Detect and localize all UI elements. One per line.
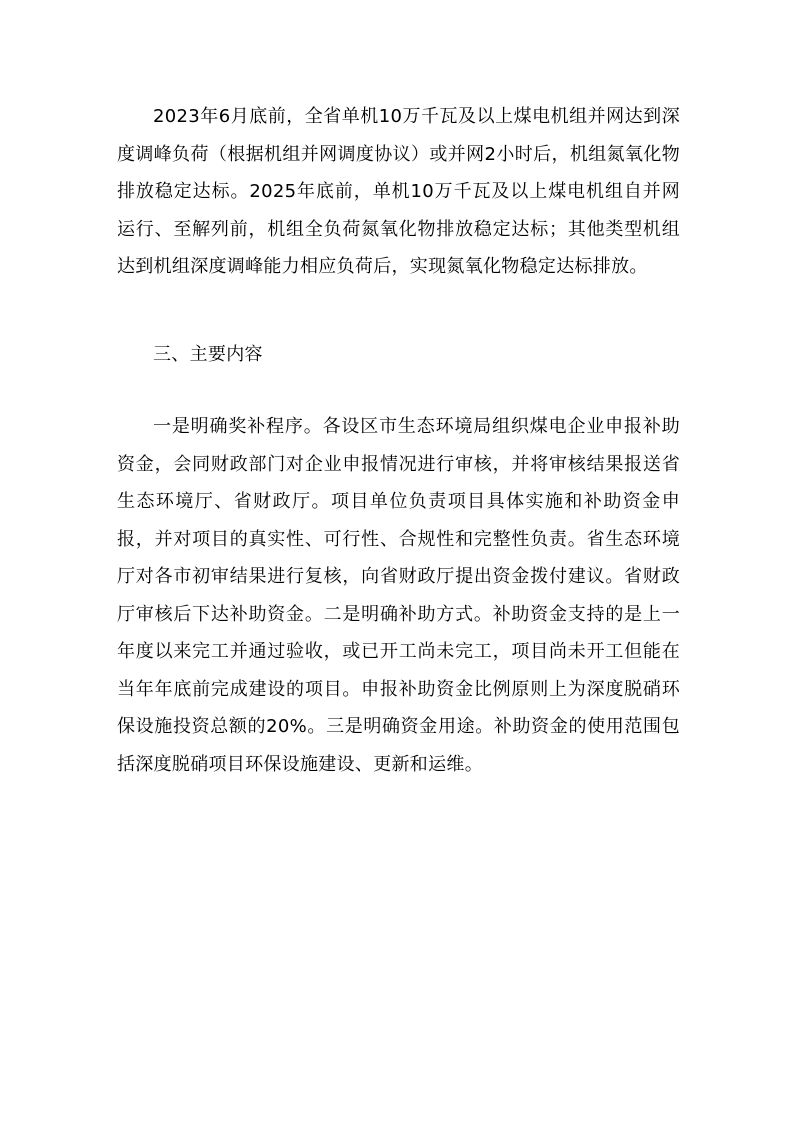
paragraph-targets: 2023年6月底前，全省单机10万千瓦及以上煤电机组并网达到深度调峰负荷（根据机组并网调度协议）或并网2小时后，机组氮氧化物排放稳定达标。2025年底前，单机10万千瓦及以上煤电机组自并网运行、至解列前，机组全负荷氮氧化物排放稳定达标；其他类型机组达到机组深度调峰能力相应负荷后，实现氮氧化物稳定达标排放。	[117, 106, 680, 277]
section-heading: 三、主要内容	[153, 344, 263, 365]
paragraph-main-content: 一是明确奖补程序。各设区市生态环境局组织煤电企业申报补助资金，会同财政部门对企业申报情况进行审核，并将审核结果报送省生态环境厅、省财政厅。项目单位负责项目具体实施和补助资金申报，并对项目的真实性、可行性、合规性和完整性负责。省生态环境厅对各市初审结果进行复核，向省财政厅提出资金拨付建议。省财政厅审核后下达补助资金。二是明确补助方式。补助资金支持的是上一年度以来完工并通过验收，或已开工尚未完工，项目尚未开工但能在当年年底前完成建设的项目。申报补助资金比例原则上为深度脱硝环保设施投资总额的20%。三是明确资金用途。补助资金的使用范围包括深度脱硝项目环保设施建设、更新和运维。	[117, 416, 680, 775]
